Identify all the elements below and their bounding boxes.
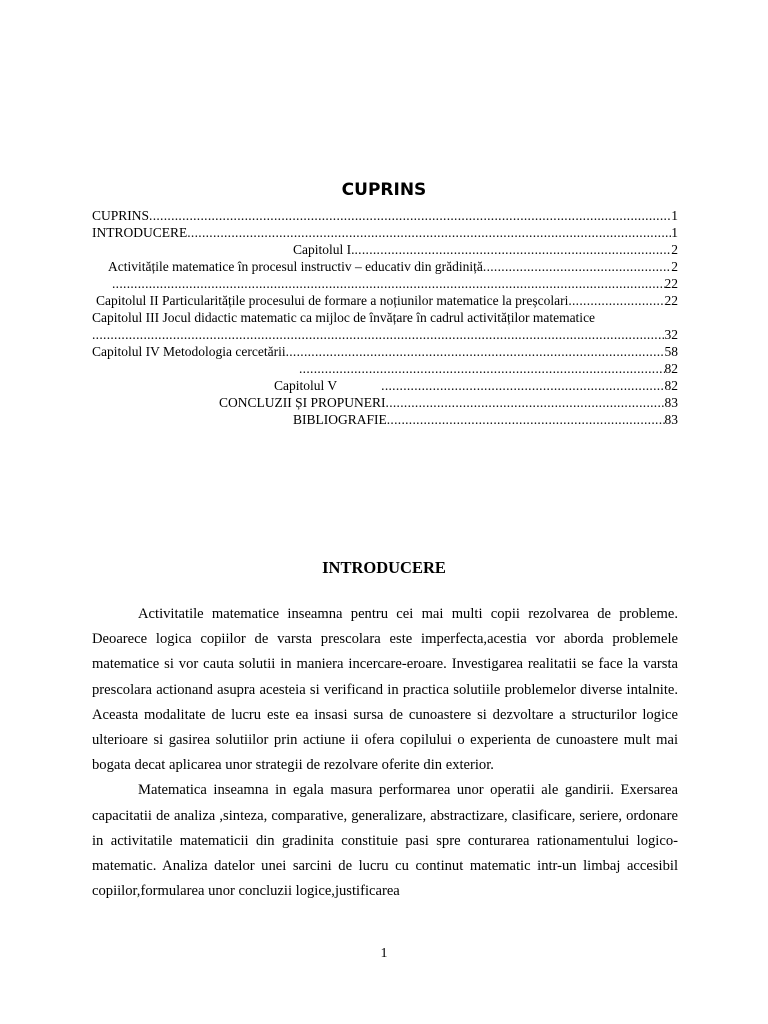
toc-entry-page: 2 <box>671 242 678 257</box>
toc-leader-dots <box>386 394 665 411</box>
toc-entry <box>92 275 678 292</box>
toc-entry <box>92 411 678 428</box>
toc-entry-label: INTRODUCERE <box>92 225 188 240</box>
toc-leader-dots <box>568 292 664 309</box>
toc-entry-label: Capitolul IV Metodologia cercetării <box>92 344 286 359</box>
toc-leader-dots <box>286 343 665 360</box>
toc-entry-page: 1 <box>671 208 678 223</box>
toc-entry-page: 22 <box>664 276 678 291</box>
toc-entry <box>92 343 678 360</box>
toc-leader-dots <box>92 326 665 343</box>
toc-entry <box>92 258 678 275</box>
toc-entry-label: Capitolul V <box>274 378 338 393</box>
section-heading: INTRODUCERE <box>322 558 446 577</box>
toc-entry-label: Capitolul I. <box>293 242 355 257</box>
toc-leader-dots <box>387 411 665 428</box>
toc-entry-label: Activitățile matematice în procesul instructiv – educativ din grădiniță <box>108 259 483 274</box>
toc-entry-page: 83 <box>664 412 678 427</box>
toc-entry-page: 82 <box>664 378 678 393</box>
toc-entry <box>92 394 678 411</box>
toc-leader-dots <box>483 258 671 275</box>
body-text <box>92 602 678 904</box>
toc-entry-label: CONCLUZII ȘI PROPUNERI <box>219 395 386 410</box>
page-number: 1 <box>380 946 388 961</box>
toc-entry <box>92 292 678 309</box>
toc-title: CUPRINS <box>341 180 427 200</box>
toc-entry-page: 32 <box>664 327 678 342</box>
toc-entry-label: Capitolul II Particularitățile procesului de formare a noțiunilor matematice la preșcolari <box>96 293 569 308</box>
toc-entry <box>92 241 678 258</box>
toc-leader-dots <box>187 224 671 241</box>
toc-leader-dots <box>149 207 671 224</box>
toc-leader-dots <box>299 360 665 377</box>
toc-entry <box>92 309 678 326</box>
toc-entry-page: 2 <box>671 259 678 274</box>
toc-leader-dots <box>112 275 665 292</box>
toc-entry-label: CUPRINS <box>92 208 150 223</box>
toc-entry <box>92 377 678 394</box>
toc-entry-label: Capitolul III Jocul didactic matematic ca mijloc de învățare în cadrul activităților matematice <box>92 310 596 325</box>
toc-entry-page: 1 <box>671 225 678 240</box>
toc-entry-page: 83 <box>664 395 678 410</box>
toc-entry-page: 58 <box>664 344 678 359</box>
toc-entry-label: BIBLIOGRAFIE <box>293 412 387 427</box>
toc-entry <box>92 224 678 241</box>
toc-entry-page: 22 <box>664 293 678 308</box>
toc-entry <box>92 207 678 224</box>
toc-leader-dots <box>381 377 664 394</box>
paragraph: Activitatile matematice inseamna pentru cei mai multi copii rezolvarea de probleme. Deoarece logica copiilor de varsta prescolara este imperfecta,acestia vor aborda problemele matematice si vor cauta solutii in maniera incercare-eroare. Investigarea realitatii se face la varsta prescolara actionand asupra acesteia si verificand in practica solutiile problemelor diverse intalnite. Aceasta modalitate de lucru este ea insasi sursa de cunoastere si dezvoltare a structurilor logice ulterioare si gasirea solutiilor prin actiune ii ofera copilului o experienta de cunoastere mult mai bogata decat aplicarea unor strategii de rezolvare oferite din exterior. <box>92 606 678 774</box>
toc-entry <box>92 326 678 343</box>
toc-leader-dots <box>355 241 672 258</box>
paragraph: Matematica inseamna in egala masura performarea unor operatii ale gandirii. Exersarea capacitatii de analiza ,sinteza, comparative, generalizare, abstractizare, clasificare, seriere, ordonare in activitatile matematicii din gradinita constituie pasi spre conturarea rationamentului logico-matematic. Analiza datelor unei sarcini de lucru cu continut matematic intr-un limbaj accesibil copiilor,formularea unor concluzii logice,justificarea <box>92 782 678 900</box>
toc-entry <box>92 360 678 377</box>
toc-entry-page: 82 <box>664 361 678 376</box>
table-of-contents <box>92 207 678 428</box>
